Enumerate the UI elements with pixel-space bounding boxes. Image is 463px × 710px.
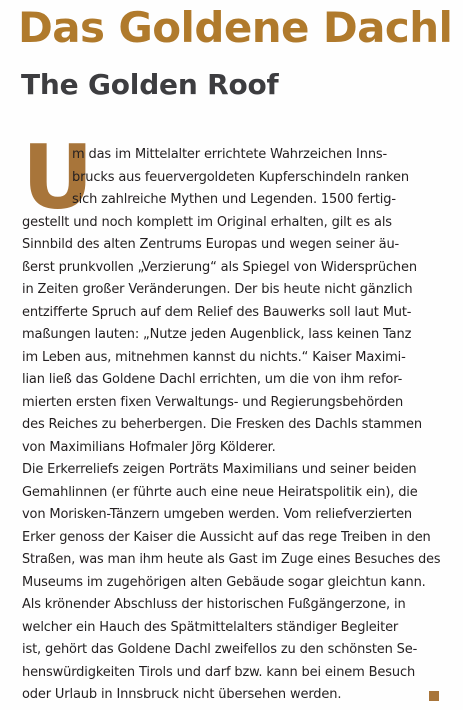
page-title: Das Goldene Dachl [18, 3, 453, 52]
article-line: sich zahlreiche Mythen und Legenden. 1500 fertig- [72, 192, 396, 207]
article-line: entzifferte Spruch auf dem Relief des Bauwerks soll laut Mut- [22, 304, 412, 320]
article-line: oder Urlaub in Innsbruck nicht übersehen werden. [22, 687, 342, 702]
article-line: mierten ersten fixen Verwaltungs- und Regierungsbehörden [22, 394, 404, 410]
article-line: des Reiches zu beherbergen. Die Fresken des Dachls stammen [22, 417, 422, 432]
end-of-article-marker [429, 691, 439, 701]
page-subtitle: The Golden Roof [21, 68, 279, 101]
article-line: welcher ein Hauch des Spätmittelalters ständiger Begleiter [22, 619, 399, 635]
article-line: gestellt und noch komplett im Original erhalten, gilt es als [22, 214, 392, 230]
article-line: von Maximilians Hofmaler Jörg Kölderer. [22, 439, 276, 455]
article-line: im Leben aus, mitnehmen kannst du nichts.“ Kaiser Maximi- [22, 349, 406, 365]
article-line: henswürdigkeiten Tirols und darf bzw. kann bei einem Besuch [22, 664, 416, 680]
article-line: Die Erkerreliefs zeigen Porträts Maximilians und seiner beiden [22, 462, 417, 477]
article-line: brucks aus feuervergoldeten Kupferschindeln ranken [72, 169, 409, 185]
article-line: in Zeiten großer Veränderungen. Der bis heute nicht gänzlich [22, 282, 413, 297]
article-line: ist, gehört das Goldene Dachl zweifellos zu den schönsten Se- [22, 642, 418, 657]
article-line: Als krönender Abschluss der historischen Fußgängerzone, in [22, 597, 406, 612]
article-line: maßungen lauten: „Nutze jeden Augenblick, lass keinen Tanz [22, 327, 412, 342]
article-line: von Morisken-Tänzern umgeben werden. Vom reliefverzierten [22, 507, 413, 522]
article-line: lian ließ das Goldene Dachl errichten, um die von ihm refor- [22, 372, 403, 387]
drop-cap: U [22, 126, 94, 229]
article-line: m das im Mittelalter errichtete Wahrzeichen Inns- [72, 147, 388, 162]
article-line: Straßen, was man ihm heute als Gast im Zuge eines Besuches des [22, 552, 441, 567]
article-line: Museums im zugehörigen alten Gebäude sogar gleichtun kann. [22, 574, 426, 590]
article-line: Sinnbild des alten Zentrums Europas und wegen seiner äu- [22, 237, 400, 252]
article-line: Gemahlinnen (er führte auch eine neue Heiratspolitik ein), die [22, 484, 418, 500]
article-line: Erker genoss der Kaiser die Aussicht auf das rege Treiben in den [22, 529, 431, 545]
article-line: ßerst prunkvollen „Verzierung“ als Spiegel von Widersprüchen [22, 259, 417, 275]
